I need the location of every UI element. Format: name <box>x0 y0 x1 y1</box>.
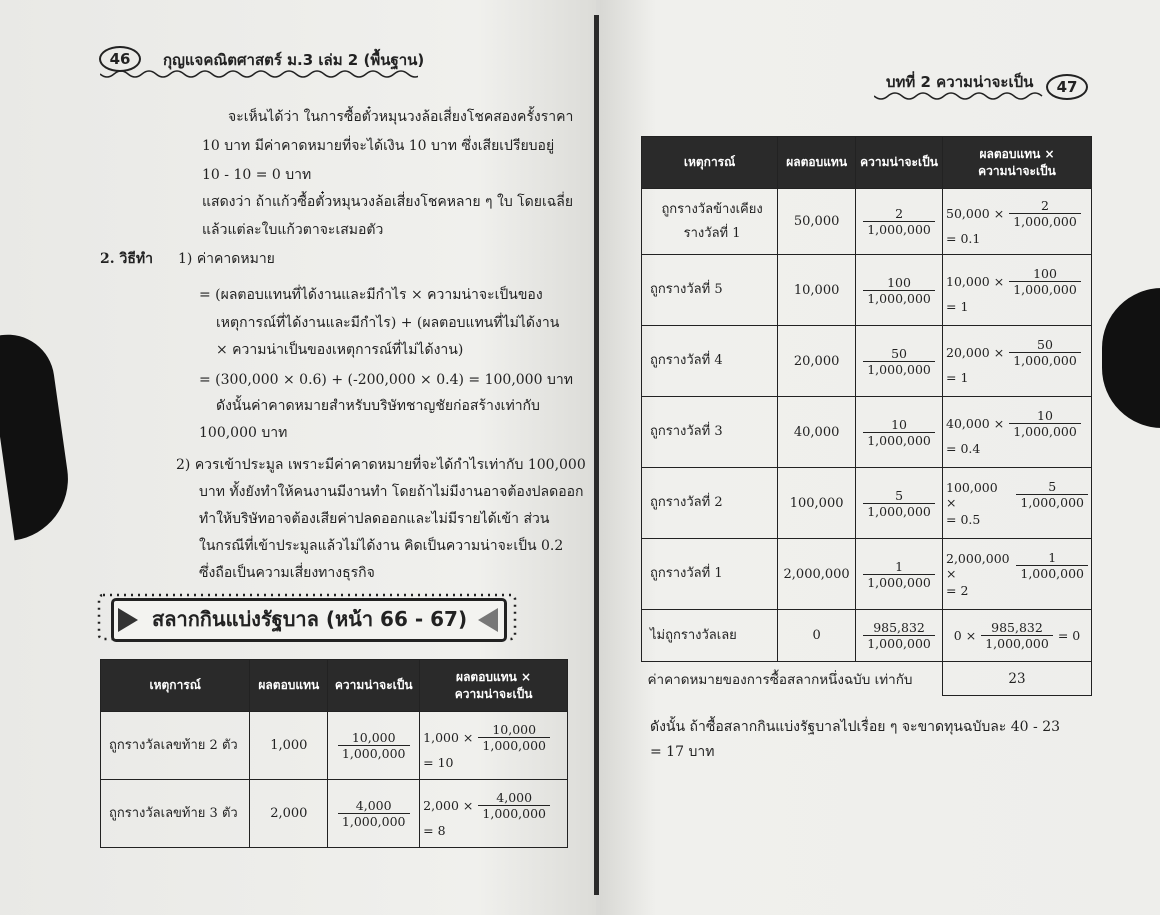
left-page-number: 46 <box>99 46 141 72</box>
product-cell <box>943 539 1092 610</box>
method-line: ในกรณีที่เข้าประมูลแล้วไม่ได้งาน คิดเป็นความน่าจะเป็น 0.2 <box>199 538 564 554</box>
reward-cell: 1,000 <box>250 712 328 780</box>
reward-cell: 20,000 <box>778 326 856 397</box>
reward-cell: 2,000,000 <box>778 539 856 610</box>
product-cell <box>943 189 1092 255</box>
reward-cell: 50,000 <box>778 189 856 255</box>
header-product: ผลตอบแทน × ความน่าจะเป็น <box>420 660 568 712</box>
fraction-numerator: 2 <box>1009 198 1081 214</box>
reward-cell: 0 <box>778 610 856 662</box>
fraction-numerator: 985,832 <box>981 620 1053 636</box>
fraction-numerator: 10 <box>863 417 935 433</box>
header-product: ผลตอบแทน × ความน่าจะเป็น <box>943 137 1092 189</box>
product-result: = 8 <box>423 822 446 838</box>
product-result: = 0.4 <box>946 441 981 456</box>
probability-cell <box>328 780 420 848</box>
fraction-denominator: 1,000,000 <box>867 636 931 651</box>
table-row <box>642 397 1092 468</box>
left-page-header: กุญแจคณิตศาสตร์ ม.3 เล่ม 2 (พื้นฐาน) <box>163 51 425 69</box>
product-multiplier: 2,000,000 × <box>946 550 1010 581</box>
product-cell <box>943 397 1092 468</box>
table-row <box>642 189 1092 255</box>
paragraph-line: แสดงว่า ถ้าแก้วซื้อตั๋วหมุนวงล้อเสี่ยงโชคหลาย ๆ ใบ โดยเฉลี่ย <box>202 194 574 210</box>
header-event: เหตุการณ์ <box>101 660 250 712</box>
product-result: = 0 <box>1057 628 1081 643</box>
fraction-numerator: 4,000 <box>338 798 410 814</box>
reward-cell: 100,000 <box>778 468 856 539</box>
conclusion-line: = 17 บาท <box>650 744 715 760</box>
fraction-numerator: 100 <box>863 275 935 291</box>
right-page-header: บทที่ 2 ความน่าจะเป็น <box>886 73 1034 91</box>
probability-cell <box>856 189 943 255</box>
method-line: บาท ทั้งยังทำให้คนงานมีงานทำ โดยถ้าไม่มีงานอาจต้องปลดออก <box>199 484 584 500</box>
event-cell: ถูกรางวัลเลขท้าย 3 ตัว <box>101 780 250 848</box>
fraction-numerator: 10,000 <box>338 730 410 746</box>
product-cell <box>943 610 1092 662</box>
product-multiplier: 40,000 × <box>946 416 1005 431</box>
probability-cell <box>856 468 943 539</box>
header-probability: ความน่าจะเป็น <box>856 137 943 189</box>
total-value: 23 <box>943 662 1092 696</box>
fraction-denominator: 1,000,000 <box>867 361 931 377</box>
fraction-denominator: 1,000,000 <box>1013 282 1077 297</box>
product-result: = 2 <box>946 583 969 598</box>
event-cell: ไม่ถูกรางวัลเลย <box>642 610 778 662</box>
table-row <box>101 712 568 780</box>
product-multiplier: 100,000 × <box>946 479 998 510</box>
right-lottery-table <box>641 136 1092 696</box>
header-probability: ความน่าจะเป็น <box>328 660 420 712</box>
reward-cell: 2,000 <box>250 780 328 848</box>
banner-box <box>111 598 507 642</box>
probability-cell <box>856 610 943 662</box>
method-line: = (300,000 × 0.6) + (-200,000 × 0.4) = 100,000 บาท <box>199 372 573 388</box>
fraction-denominator: 1,000,000 <box>867 432 931 448</box>
header-reward: ผลตอบแทน <box>778 137 856 189</box>
event-cell: ถูกรางวัลที่ 4 <box>642 326 778 397</box>
fraction-denominator: 1,000,000 <box>1020 495 1084 510</box>
fraction-denominator: 1,000,000 <box>1013 213 1077 229</box>
product-result: = 1 <box>946 370 969 385</box>
fraction-denominator: 1,000,000 <box>867 574 931 590</box>
method-line: = (ผลตอบแทนที่ได้งานและมีกำไร × ความน่าจะเป็นของ <box>199 287 543 303</box>
product-cell <box>943 468 1092 539</box>
product-multiplier: 20,000 × <box>946 345 1005 360</box>
product-multiplier: 1,000 × <box>423 729 474 745</box>
fraction-numerator: 10,000 <box>478 722 550 738</box>
fraction-numerator: 5 <box>1016 479 1088 495</box>
probability-cell <box>856 255 943 326</box>
table-row <box>642 326 1092 397</box>
conclusion-line: ดังนั้น ถ้าซื้อสลากกินแบ่งรัฐบาลไปเรื่อย ๆ จะขาดทุนฉบับละ 40 - 23 <box>650 719 1061 735</box>
product-result: = 1 <box>946 299 969 314</box>
probability-cell <box>856 397 943 468</box>
section-title: สลากกินแบ่งรัฐบาล (หน้า 66 - 67) <box>152 607 468 631</box>
method-label: 2. วิธีทำ <box>100 251 153 267</box>
product-multiplier: 10,000 × <box>946 274 1005 289</box>
book-gutter <box>594 15 599 895</box>
fraction-denominator: 1,000,000 <box>1013 353 1077 368</box>
header-reward: ผลตอบแทน <box>250 660 328 712</box>
fraction-numerator: 10 <box>1009 408 1081 424</box>
fraction-numerator: 985,832 <box>863 620 935 636</box>
product-cell <box>943 255 1092 326</box>
probability-cell <box>328 712 420 780</box>
fraction-numerator: 50 <box>1009 337 1081 353</box>
method-line: × ความน่าเป็นของเหตุการณ์ที่ไม่ได้งาน) <box>216 342 464 358</box>
paragraph-line: 10 บาท มีค่าคาดหมายที่จะได้เงิน 10 บาท ซึ่งเสียเปรียบอยู่ <box>202 138 555 154</box>
fraction-numerator: 4,000 <box>478 790 550 806</box>
event-cell: ถูกรางวัลเลขท้าย 2 ตัว <box>101 712 250 780</box>
method-line: 2) ควรเข้าประมูล เพราะมีค่าคาดหมายที่จะได้กำไรเท่ากับ 100,000 <box>176 457 586 473</box>
fraction-denominator: 1,000,000 <box>867 222 931 237</box>
fraction-numerator: 50 <box>863 346 935 362</box>
table-row <box>642 468 1092 539</box>
paragraph-line: แล้วแต่ละใบแก้วตาจะเสมอตัว <box>202 222 384 238</box>
method-line: ดังนั้นค่าคาดหมายสำหรับบริษัทชาญชัยก่อสร้างเท่ากับ <box>216 398 540 414</box>
section-banner <box>97 593 517 643</box>
product-multiplier: 0 × <box>953 628 977 643</box>
method-line: 1) ค่าคาดหมาย <box>178 251 275 267</box>
left-lottery-table <box>100 659 568 848</box>
product-result: = 0.5 <box>946 512 981 527</box>
fraction-denominator: 1,000,000 <box>985 636 1049 651</box>
product-multiplier: 2,000 × <box>423 797 474 813</box>
fraction-denominator: 1,000,000 <box>341 746 406 761</box>
table-row <box>642 610 1092 662</box>
paragraph-line: 10 - 10 = 0 บาท <box>202 167 312 183</box>
product-result: = 10 <box>423 754 454 770</box>
product-cell <box>420 780 568 848</box>
product-multiplier: 50,000 × <box>946 205 1005 221</box>
fraction-denominator: 1,000,000 <box>341 814 406 829</box>
header-event: เหตุการณ์ <box>642 137 778 189</box>
method-line: ซึ่งถือเป็นความเสี่ยงทางธุรกิจ <box>199 565 375 581</box>
left-header-wavy-rule <box>100 70 418 80</box>
reward-cell: 10,000 <box>778 255 856 326</box>
fraction-numerator: 2 <box>863 206 935 222</box>
table-row <box>101 780 568 848</box>
product-result: = 0.1 <box>946 230 981 246</box>
product-cell <box>943 326 1092 397</box>
fraction-denominator: 1,000,000 <box>867 503 931 519</box>
right-header-wavy-rule <box>874 92 1046 102</box>
right-page-number: 47 <box>1046 74 1088 100</box>
reward-cell: 40,000 <box>778 397 856 468</box>
probability-cell <box>856 539 943 610</box>
fraction-denominator: 1,000,000 <box>1013 424 1077 439</box>
fraction-denominator: 1,000,000 <box>482 805 547 821</box>
total-row <box>642 662 1092 696</box>
probability-cell <box>856 326 943 397</box>
fraction-denominator: 1,000,000 <box>482 737 547 753</box>
fraction-denominator: 1,000,000 <box>867 290 931 306</box>
fraction-numerator: 5 <box>863 488 935 504</box>
paragraph-line: จะเห็นได้ว่า ในการซื้อตั๋วหมุนวงล้อเสี่ยงโชคสองครั้งราคา <box>228 109 574 125</box>
method-line: 100,000 บาท <box>199 425 288 441</box>
event-cell: ถูกรางวัลที่ 5 <box>642 255 778 326</box>
fraction-denominator: 1,000,000 <box>1020 566 1084 581</box>
table-row <box>642 539 1092 610</box>
event-cell: ถูกรางวัลที่ 2 <box>642 468 778 539</box>
left-triangle-icon <box>476 607 500 633</box>
product-cell <box>420 712 568 780</box>
fraction-numerator: 1 <box>1016 550 1088 566</box>
fraction-numerator: 100 <box>1009 266 1081 282</box>
table-row <box>642 255 1092 326</box>
total-label: ค่าคาดหมายของการซื้อสลากหนึ่งฉบับ เท่ากับ <box>647 671 913 688</box>
method-line: ทำให้บริษัทอาจต้องเสียค่าปลดออกและไม่มีรายได้เข้า ส่วน <box>199 511 550 527</box>
event-cell: ถูกรางวัลที่ 3 <box>642 397 778 468</box>
method-line: เหตุการณ์ที่ได้งานและมีกำไร) + (ผลตอบแทนที่ไม่ได้งาน <box>216 315 560 331</box>
event-cell: ถูกรางวัลที่ 1 <box>642 539 778 610</box>
right-triangle-icon <box>116 607 140 633</box>
fraction-numerator: 1 <box>863 559 935 575</box>
event-cell: ถูกรางวัลข้างเคียง รางวัลที่ 1 <box>642 189 778 255</box>
